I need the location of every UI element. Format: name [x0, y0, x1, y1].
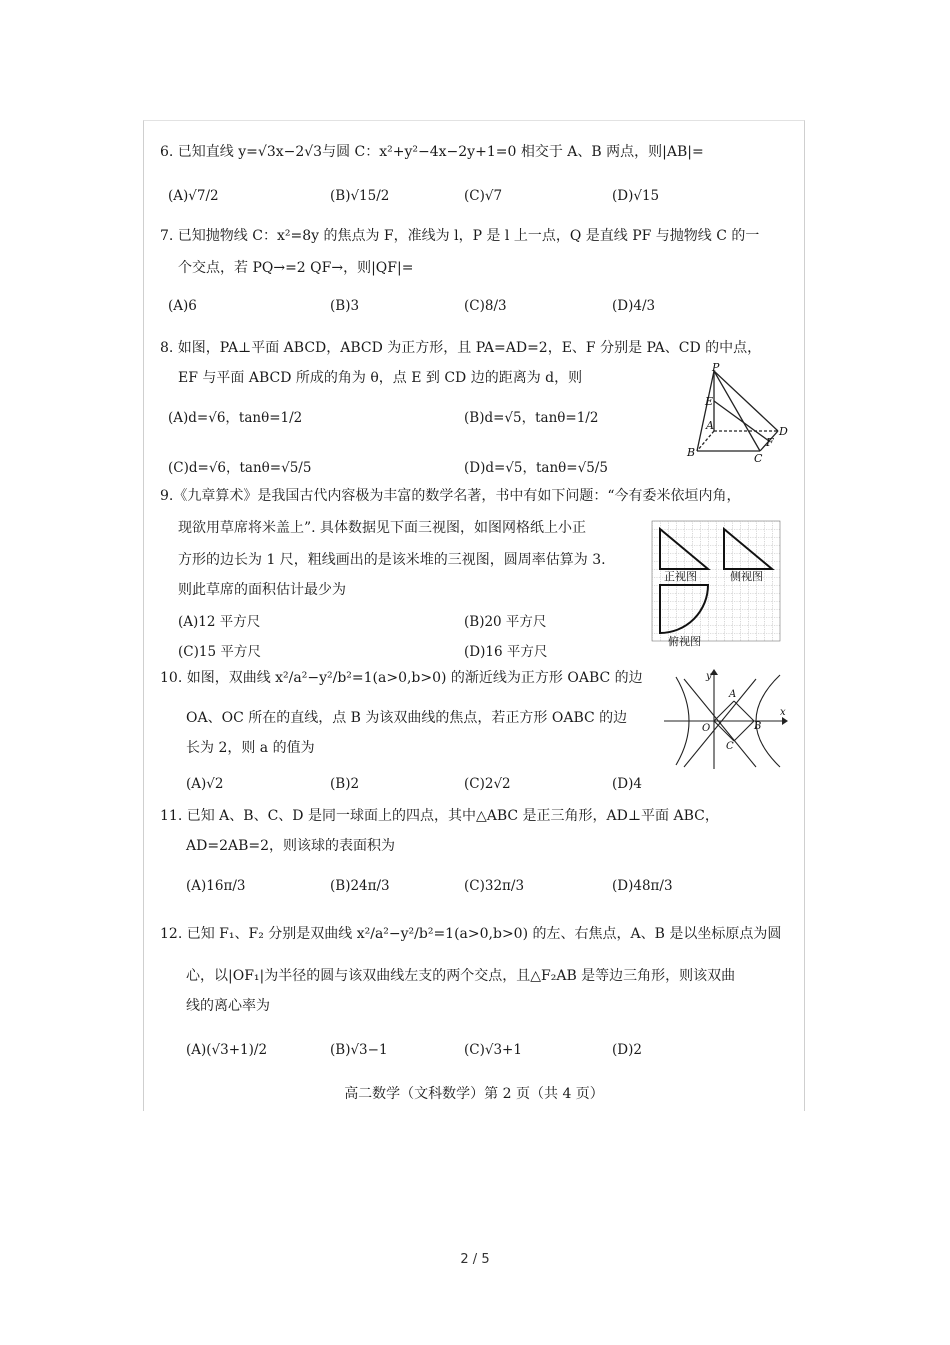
page-indicator: 2 / 5 — [460, 1252, 490, 1267]
q10-label-y-axis: y — [706, 671, 712, 682]
q9-option-d: (D)16 平方尺 — [464, 644, 548, 660]
q12-option-a: (A)(√3+1)/2 — [186, 1042, 268, 1058]
q8-stem-line2: EF 与平面 ABCD 所成的角为 θ，点 E 到 CD 边的距离为 d，则 — [178, 370, 583, 386]
q8-option-a: (A)d=√6，tanθ=1/2 — [168, 410, 303, 426]
q8-option-d: (D)d=√5，tanθ=√5/5 — [464, 460, 608, 476]
q8-pyramid-figure — [682, 361, 792, 467]
q11-option-a: (A)16π/3 — [186, 878, 246, 894]
q8-label-a: A — [706, 419, 714, 432]
q12-option-c: (C)√3+1 — [464, 1042, 522, 1058]
q7-option-a: (A)6 — [168, 298, 197, 314]
q6-option-a: (A)√7/2 — [168, 188, 219, 204]
q9-label-top-view: 俯视图 — [668, 635, 701, 648]
q9-stem-line2: 现欲用草席将米盖上”. 具体数据见下面三视图，如图网格纸上小正 — [178, 520, 587, 536]
q8-option-c: (C)d=√6，tanθ=√5/5 — [168, 460, 312, 476]
q8-label-f: F — [766, 436, 774, 449]
q11-stem-line1: 11. 已知 A、B、C、D 是同一球面上的四点，其中△ABC 是正三角形，AD⊥平面 ABC， — [160, 808, 719, 824]
q6-option-d: (D)√15 — [612, 188, 660, 204]
q10-label-b: B — [754, 721, 762, 732]
q8-label-e: E — [705, 395, 714, 408]
q10-option-c: (C)2√2 — [464, 776, 511, 792]
q8-label-p: P — [712, 361, 720, 374]
q10-stem-line1: 10. 如图，双曲线 x²/a²−y²/b²=1(a>0,b>0) 的渐近线为正方形 OABC 的边 — [160, 670, 643, 686]
q10-option-a: (A)√2 — [186, 776, 224, 792]
q8-label-c: C — [754, 452, 763, 465]
q6-stem: 6. 已知直线 y=√3x−2√3与圆 C：x²+y²−4x−2y+1=0 相交于 A、B 两点，则|AB|= — [160, 144, 704, 160]
q9-label-front-view: 正视图 — [664, 570, 697, 583]
q7-stem-line1: 7. 已知抛物线 C：x²=8y 的焦点为 F，准线为 l，P 是 l 上一点，Q 是直线 PF 与抛物线 C 的一 — [160, 228, 760, 244]
q8-stem-line1: 8. 如图，PA⊥平面 ABCD，ABCD 为正方形，且 PA=AD=2，E、F 分别是 PA、CD 的中点， — [160, 340, 762, 356]
q11-stem-line2: AD=2AB=2，则该球的表面积为 — [186, 838, 396, 854]
q9-stem-line4: 则此草席的面积估计最少为 — [178, 582, 346, 598]
page-footer: 高二数学（文科数学）第 2 页（共 4 页） — [344, 1086, 604, 1102]
q8-label-d: D — [779, 425, 788, 438]
q12-option-b: (B)√3−1 — [330, 1042, 388, 1058]
q10-hyperbola-figure — [662, 671, 788, 771]
q9-stem-line3: 方形的边长为 1 尺，粗线画出的是该米堆的三视图，圆周率估算为 3. — [178, 552, 606, 568]
q10-option-b: (B)2 — [330, 776, 360, 792]
q9-label-side-view: 侧视图 — [730, 570, 763, 583]
q12-option-d: (D)2 — [612, 1042, 642, 1058]
q12-stem-line1: 12. 已知 F₁、F₂ 分别是双曲线 x²/a²−y²/b²=1(a>0,b>0) 的左、右焦点，A、B 是以坐标原点为圆 — [160, 926, 782, 942]
q6-option-c: (C)√7 — [464, 188, 503, 204]
q9-stem-line1: 9.《九章算术》是我国古代内容极为丰富的数学名著，书中有如下问题：“今有委米依垣内角， — [160, 488, 741, 504]
q10-label-x-axis: x — [780, 707, 786, 718]
q10-option-d: (D)4 — [612, 776, 642, 792]
q9-three-view-figure — [652, 521, 784, 647]
q10-stem-line3: 长为 2，则 a 的值为 — [186, 740, 315, 756]
q11-option-b: (B)24π/3 — [330, 878, 390, 894]
q9-option-a: (A)12 平方尺 — [178, 614, 261, 630]
q8-label-b: B — [687, 446, 696, 459]
q10-label-a: A — [729, 689, 737, 700]
q7-option-c: (C)8/3 — [464, 298, 507, 314]
q6-option-b: (B)√15/2 — [330, 188, 390, 204]
q9-option-b: (B)20 平方尺 — [464, 614, 547, 630]
q11-option-c: (C)32π/3 — [464, 878, 525, 894]
q11-option-d: (D)48π/3 — [612, 878, 673, 894]
exam-sheet — [143, 120, 805, 1111]
q12-stem-line2: 心，以|OF₁|为半径的圆与该双曲线左支的两个交点，且△F₂AB 是等边三角形，则该双曲 — [186, 968, 736, 984]
q9-option-c: (C)15 平方尺 — [178, 644, 261, 660]
q10-label-c: C — [726, 741, 734, 752]
q10-label-o: O — [702, 723, 711, 734]
q7-option-b: (B)3 — [330, 298, 360, 314]
q7-stem-line2: 个交点，若 PQ→=2 QF→，则|QF|= — [178, 260, 414, 276]
q10-stem-line2: OA、OC 所在的直线，点 B 为该双曲线的焦点，若正方形 OABC 的边 — [186, 710, 628, 726]
q12-stem-line3: 线的离心率为 — [186, 998, 270, 1014]
q7-option-d: (D)4/3 — [612, 298, 656, 314]
q8-option-b: (B)d=√5，tanθ=1/2 — [464, 410, 599, 426]
